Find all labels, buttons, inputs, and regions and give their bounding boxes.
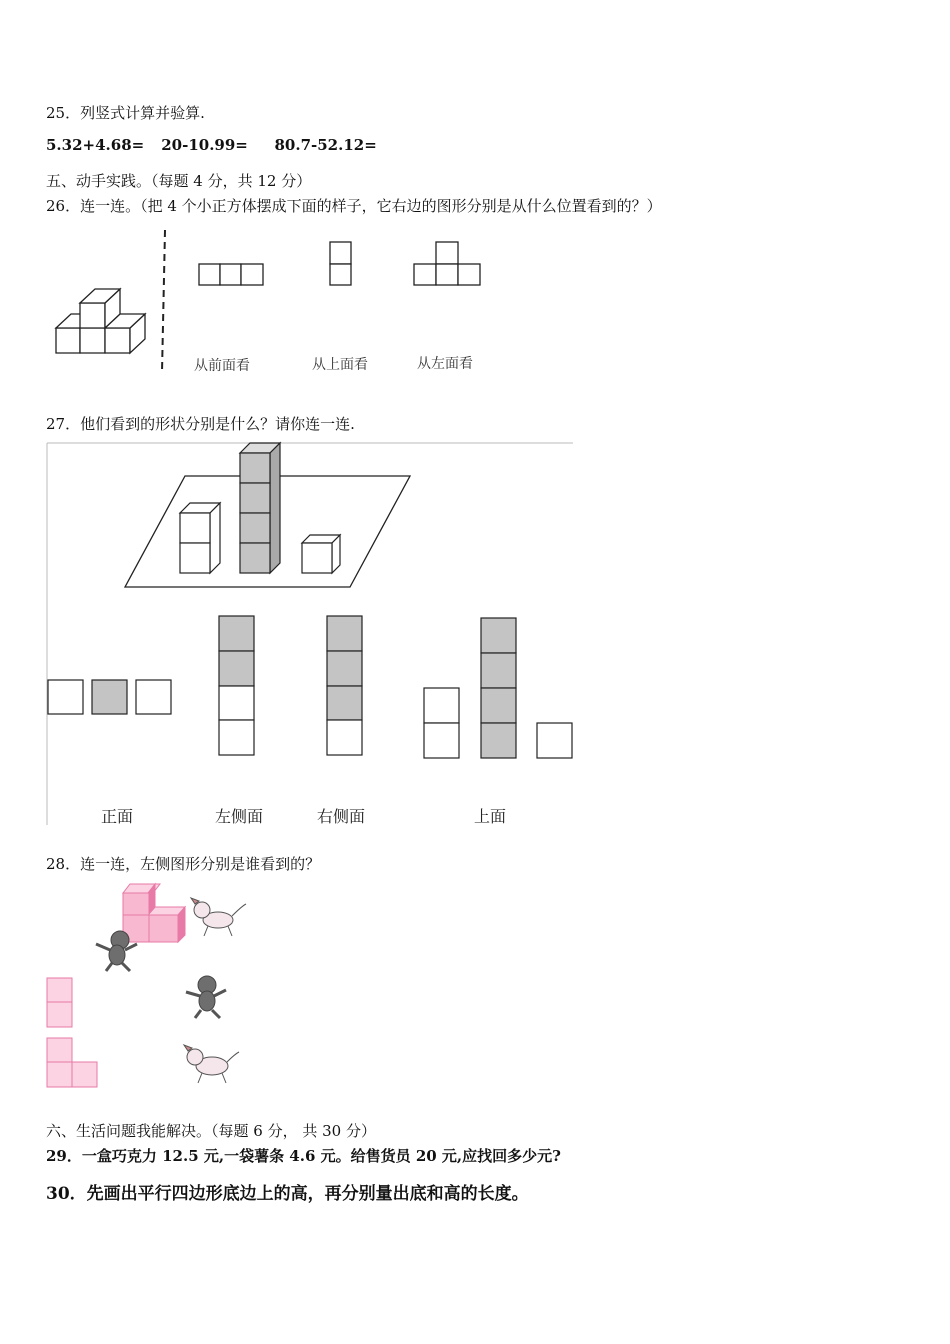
q30-text: 30．先画出平行四边形底边上的高，再分别量出底和高的长度。 (46, 1184, 529, 1204)
q26-label-left: 从左面看 (417, 356, 473, 372)
dog-icon (191, 898, 246, 936)
section5-heading: 五、动手实践。（每题 4 分，共 12 分） (46, 172, 312, 190)
q27-title: 27．他们看到的形状分别是什么？请你连一连. (46, 415, 355, 433)
q25-expr-3: 80.7-52.12= (274, 136, 377, 154)
q28-shape-l (47, 1038, 97, 1087)
q25-expr-2: 20-10.99= (161, 136, 248, 154)
section6-heading: 六、生活问题我能解决。（每题 6 分， 共 30 分） (46, 1122, 376, 1140)
q28-shape-column (47, 978, 72, 1027)
q25-title: 25．列竖式计算并验算. (46, 104, 205, 122)
q26-label-top: 从上面看 (312, 357, 368, 373)
q26-title: 26．连一连。（把 4 个小正方体摆成下面的样子，它右边的图形分别是从什么位置看到的？） (46, 197, 662, 215)
q26-label-front: 从前面看 (194, 358, 250, 374)
q27-label-front: 正面 (101, 807, 134, 826)
q25-expr-1: 5.32+4.68= (46, 136, 145, 154)
q27-label-left-side: 左侧面 (215, 807, 264, 826)
q28-pink-cubes (123, 884, 185, 942)
monkey-icon (186, 976, 226, 1018)
q28-title: 28．连一连，左侧图形分别是谁看到的？ (46, 855, 321, 873)
q27-label-right-side: 右侧面 (317, 807, 366, 826)
q27-label-top: 上面 (474, 807, 507, 826)
q29-text: 29．一盒巧克力 12.5 元,一袋薯条 4.6 元。给售货员 20 元,应找回多少元? (46, 1147, 561, 1165)
dog-icon (184, 1045, 239, 1083)
